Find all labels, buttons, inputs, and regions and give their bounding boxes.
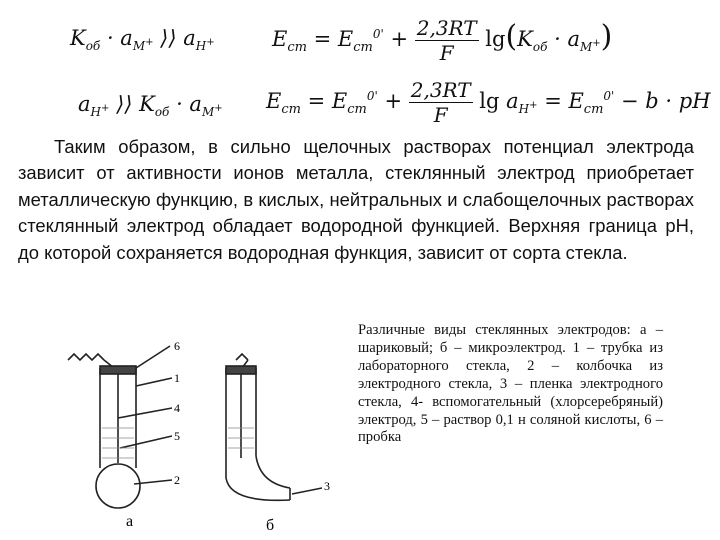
- stopper-a: [100, 366, 136, 374]
- formula-1-left-text: $K_{об} \cdot a_{M^+}$ ⟩⟩ $a_{H^+}$: [70, 26, 215, 54]
- label-5: 5: [174, 429, 180, 443]
- pointer-3: [292, 488, 322, 494]
- figure-caption: Различные виды стеклянных электродов: а – шариковый; б – микроэлектрод. 1 – трубка из лабораторного стекла, 2 – колбочка из электродного стекла, 3 – пленка электродного стекла, 4- вспомогательный (хлорсеребряный) электрод, 5 – раствор 0,1 н соляной кислоты, 6 – пробка: [358, 322, 663, 446]
- formula-2-left: $a_{H^+}$ ⟩⟩ $K_{об} \cdot a_{M^+}$: [78, 92, 223, 120]
- electrode-a: [68, 346, 172, 508]
- formula-2-right: $E_{ст} = E_{ст}^{0'}$ + $\frac{2,3RT}{F}$ $\lg a_{H^+} = E_{ст}^{0'} - b$ · pH: [266, 78, 711, 127]
- pointer-1: [136, 378, 172, 386]
- formula-1-fraction: $\frac{2,3RT}{F}$: [416, 16, 477, 65]
- pointer-6: [136, 346, 170, 368]
- tip-b-outer: [226, 478, 290, 500]
- main-paragraph: [18, 134, 694, 266]
- stopper-b: [226, 366, 256, 374]
- main-paragraph-text: Таким образом, в сильно щелочных растворах потенциал электрода зависит от активности ионов металла, стеклянный электрод приобретает металлическую функцию, в кислых, нейтральных и слабощелочных растворах стеклянный электрод обладает водородной функцией. Верхняя граница рН, до которой сохраняется водородная функция, зависит от сорта стекла.: [18, 136, 694, 263]
- wire-a: [68, 354, 104, 360]
- electrode-b: [226, 354, 322, 500]
- label-4: 4: [174, 401, 180, 415]
- label-2: 2: [174, 473, 180, 487]
- label-a: а: [126, 513, 134, 530]
- bulb-a: [96, 464, 140, 508]
- label-6: 6: [174, 339, 180, 353]
- tip-b-inner: [256, 456, 290, 488]
- wire-b: [236, 354, 248, 360]
- formula-1-right: $E_{ст} = E_{ст}^{0'}$ + $\frac{2,3RT}{F}$ $\lg(K_{об} \cdot a_{M^+})$: [272, 16, 613, 65]
- pointer-4: [118, 408, 172, 418]
- electrodes-diagram: [60, 338, 345, 538]
- label-b: б: [266, 517, 275, 534]
- label-3: 3: [324, 479, 330, 493]
- label-1: 1: [174, 371, 180, 385]
- formula-2-fraction: $\frac{2,3RT}{F}$: [410, 78, 471, 127]
- formula-1-left: [70, 26, 215, 53]
